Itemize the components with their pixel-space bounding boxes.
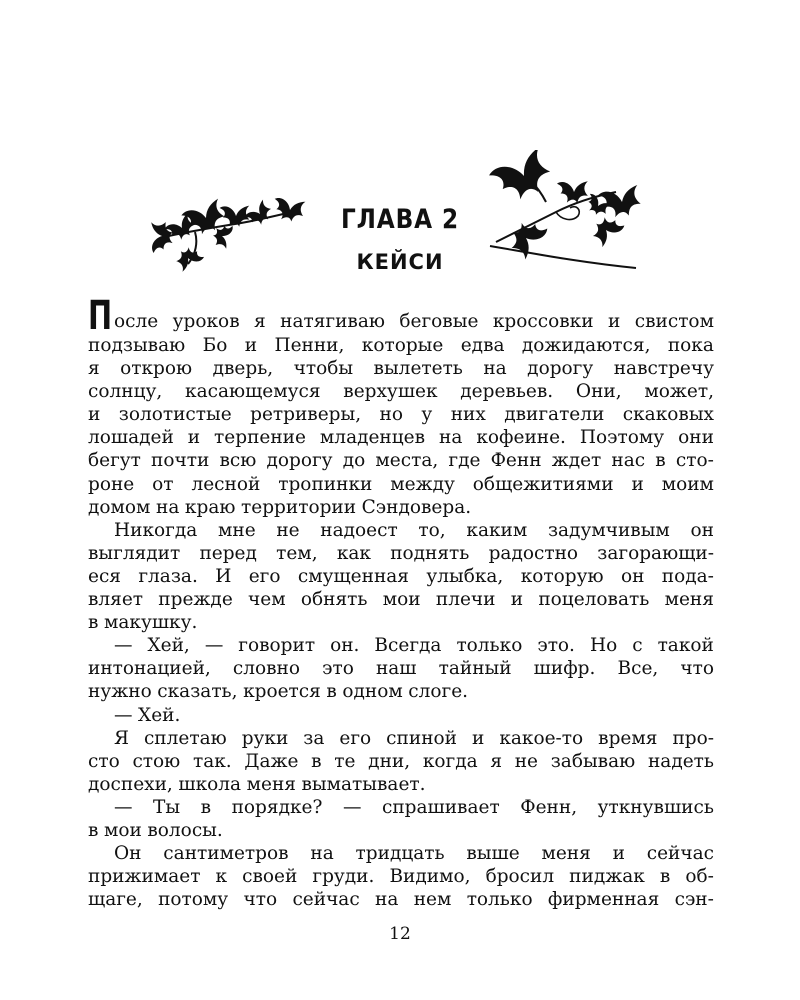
word: и — [510, 589, 524, 611]
word: шифр. — [533, 658, 596, 680]
word: двигатели — [504, 404, 605, 426]
word: интонацией, — [88, 658, 211, 680]
word: слоге. — [408, 681, 469, 703]
word: которые — [361, 335, 444, 356]
word: нужно — [88, 681, 152, 703]
word: лесной — [191, 473, 261, 495]
word: про- — [672, 727, 714, 749]
word: них — [450, 404, 486, 426]
word: — — [114, 704, 133, 726]
word: доспехи, — [88, 773, 173, 795]
text-line — [88, 634, 714, 657]
word: словно — [232, 658, 301, 680]
word: общежитиями — [472, 473, 614, 495]
word: он — [620, 565, 645, 587]
word: Он — [114, 843, 142, 865]
word: Фенн — [490, 450, 542, 472]
text-line — [88, 380, 714, 403]
text-line — [88, 657, 714, 680]
text-line — [88, 611, 714, 634]
text-line — [88, 842, 714, 865]
word: Бо — [202, 335, 228, 356]
word: сэн- — [674, 889, 714, 911]
word: деревьев. — [460, 381, 554, 403]
text-line — [88, 426, 714, 449]
word: Фенн, — [520, 796, 578, 818]
word: места, — [375, 450, 439, 472]
word: глаза. — [138, 565, 198, 587]
word: между — [390, 473, 455, 495]
word: терпение — [214, 427, 306, 449]
word: его — [248, 565, 281, 587]
word: Все, — [617, 658, 659, 680]
word: чем — [248, 589, 286, 611]
word: сказать, — [157, 681, 238, 703]
word: — — [114, 635, 133, 657]
word: мои — [382, 589, 421, 611]
word: наш — [375, 658, 417, 680]
word: вляет — [88, 589, 144, 611]
word: волосы. — [147, 819, 223, 841]
word: каким — [466, 519, 528, 541]
word: какое-то — [499, 727, 584, 749]
word: краю — [184, 496, 236, 518]
word: Хей, — [147, 635, 190, 657]
word: и — [612, 843, 625, 865]
word: дорогу — [527, 358, 594, 380]
word: я — [88, 358, 100, 380]
word: кроссовки — [492, 311, 594, 332]
word: Поэтому — [579, 427, 665, 449]
word: щаге, — [88, 889, 143, 911]
word: спиной — [386, 727, 457, 749]
word: Пенни, — [274, 335, 345, 356]
word: говорит — [238, 635, 316, 657]
word: лошадей — [88, 427, 174, 449]
word: домом — [88, 496, 151, 518]
word: свистом — [634, 311, 714, 332]
word: меня — [541, 843, 591, 865]
text-line — [88, 773, 714, 796]
text-line — [88, 449, 714, 472]
word: время — [598, 727, 658, 749]
chapter-name: КЕЙСИ — [356, 250, 444, 274]
word: и — [88, 404, 101, 426]
page-number: 12 — [389, 924, 411, 944]
word: на — [156, 496, 180, 518]
word: на — [483, 358, 507, 380]
word: скаковых — [622, 404, 714, 426]
word: натягиваю — [280, 311, 385, 332]
text-line — [88, 865, 714, 888]
text-line — [88, 819, 714, 842]
word: они — [678, 427, 714, 449]
word: фирменная — [547, 889, 660, 911]
word: мои — [103, 819, 142, 841]
word: едва — [460, 335, 505, 356]
word: поцеловать — [538, 589, 650, 611]
word: где — [448, 450, 481, 472]
word: — — [114, 796, 133, 818]
word: меня — [664, 589, 714, 611]
word: поднять — [390, 542, 470, 564]
word: моим — [661, 473, 714, 495]
word: выше — [466, 843, 520, 865]
word: я — [490, 750, 503, 772]
word: до — [342, 450, 366, 472]
word: у — [421, 404, 433, 426]
word: забываю — [550, 750, 636, 772]
word: своей — [242, 866, 298, 888]
text-line — [88, 588, 714, 611]
word: потому — [158, 889, 229, 911]
text-line — [88, 473, 714, 496]
word: беговые — [399, 311, 479, 332]
word: может, — [644, 381, 714, 403]
body-text — [88, 293, 714, 911]
word: спрашивает — [381, 796, 500, 818]
word: дорогу — [266, 450, 333, 472]
word: надеть — [647, 750, 714, 772]
word: бегут — [88, 450, 141, 472]
ivy-ornament-right-icon — [486, 150, 656, 270]
word: сто — [88, 750, 120, 772]
text-line — [88, 403, 714, 426]
word: не — [514, 750, 538, 772]
word: меня — [246, 773, 296, 795]
word: и — [631, 473, 644, 495]
word: Всегда — [374, 635, 442, 657]
word: когда — [422, 750, 478, 772]
word: мне — [217, 519, 256, 541]
word: которую — [520, 565, 604, 587]
word: почти — [151, 450, 210, 472]
word: Сэндовера. — [361, 496, 472, 518]
word: роне — [88, 473, 135, 495]
text-line — [88, 519, 714, 542]
word: тропинки — [278, 473, 373, 495]
word: Хей. — [138, 704, 181, 726]
text-line — [88, 888, 714, 911]
word: Ты — [153, 796, 181, 818]
word: выматывает. — [301, 773, 426, 795]
word: смущенная — [297, 565, 409, 587]
text-line — [88, 542, 714, 565]
word: нем — [413, 889, 452, 911]
text-line — [88, 293, 714, 339]
word: то, — [418, 519, 446, 541]
ivy-ornament-left-icon — [140, 192, 310, 272]
word: радостно — [488, 542, 579, 564]
word: обнять — [300, 589, 368, 611]
word: те — [334, 750, 356, 772]
word: — — [204, 635, 224, 657]
word: в — [311, 750, 322, 772]
word: всю — [219, 450, 257, 472]
word: уроков — [172, 311, 240, 332]
word: сейчас — [646, 843, 714, 865]
text-line — [88, 750, 714, 773]
drop-cap: П — [88, 293, 113, 339]
word: на — [310, 843, 334, 865]
word: и — [187, 427, 201, 449]
word: но — [379, 404, 403, 426]
word: выглядит — [88, 542, 181, 564]
word: сантиметров — [163, 843, 289, 865]
word: верхушек — [343, 381, 438, 403]
word: порядке? — [231, 796, 323, 818]
word: — — [342, 796, 362, 818]
word: улыбка, — [426, 565, 504, 587]
word: загорающи- — [597, 542, 714, 564]
text-line — [88, 796, 714, 819]
word: Видимо, — [389, 866, 471, 888]
word: только — [456, 635, 523, 657]
word: от — [152, 473, 174, 495]
word: прижимает — [88, 866, 201, 888]
word: как — [336, 542, 371, 564]
word: такой — [657, 635, 714, 657]
word: макушку. — [103, 612, 198, 634]
word: подзываю — [88, 335, 186, 356]
word: это — [322, 658, 354, 680]
word: и — [607, 311, 621, 332]
word: в — [655, 450, 666, 472]
word: бросил — [485, 866, 555, 888]
word: он — [690, 519, 714, 541]
word: не — [276, 519, 300, 541]
word: ждет — [551, 450, 602, 472]
word: в — [200, 796, 212, 818]
word: надоест — [320, 519, 398, 541]
text-line — [88, 496, 714, 519]
word: сто- — [675, 450, 714, 472]
word: перед — [199, 542, 257, 564]
text-line — [88, 727, 714, 750]
word: в — [326, 681, 337, 703]
word: за — [303, 727, 325, 749]
word: плечи — [435, 589, 496, 611]
word: руки — [241, 727, 289, 749]
word: с — [632, 635, 643, 657]
word: задумчивым — [547, 519, 670, 541]
word: младенцев — [319, 427, 426, 449]
word: пода- — [661, 565, 714, 587]
word: нас — [611, 450, 646, 472]
text-line — [88, 704, 714, 727]
word: навстречу — [613, 358, 714, 380]
word: в — [88, 819, 99, 841]
word: и — [244, 335, 258, 356]
word: золотистые — [118, 404, 232, 426]
word: пока — [667, 335, 714, 356]
word: дожидаются, — [521, 335, 651, 356]
word: территории — [241, 496, 357, 518]
word: Они, — [575, 381, 622, 403]
word: осле — [114, 311, 159, 332]
word: что — [243, 889, 278, 911]
word: Никогда — [114, 519, 198, 541]
word: Но — [589, 635, 618, 657]
word: это. — [537, 635, 575, 657]
word: уткнувшись — [597, 796, 714, 818]
word: чтобы — [293, 358, 354, 380]
word: кофеине. — [476, 427, 566, 449]
chapter-number: ГЛАВА 2 — [340, 204, 459, 235]
word: об- — [685, 866, 714, 888]
word: одном — [342, 681, 403, 703]
word: дверь, — [212, 358, 274, 380]
word: школа — [178, 773, 242, 795]
word: открою — [120, 358, 193, 380]
text-line — [88, 680, 714, 703]
word: в — [659, 866, 671, 888]
word: кроется — [243, 681, 321, 703]
word: только — [466, 889, 533, 911]
word: прежде — [158, 589, 233, 611]
word: тайный — [438, 658, 512, 680]
word: пиджак — [569, 866, 645, 888]
word: сейчас — [292, 889, 360, 911]
word: солнцу, — [88, 381, 163, 403]
word: на — [438, 427, 463, 449]
word: дни, — [368, 750, 411, 772]
word: ретриверы, — [250, 404, 362, 426]
word: что — [680, 658, 714, 680]
word: касающемуся — [185, 381, 321, 403]
text-line — [88, 334, 714, 357]
word: его — [339, 727, 372, 749]
text-line — [88, 565, 714, 588]
word: Я — [114, 727, 129, 749]
word: сплетаю — [143, 727, 227, 749]
word: вылететь — [373, 358, 463, 380]
word: И — [215, 565, 232, 587]
word: я — [254, 311, 266, 332]
word: Даже — [244, 750, 299, 772]
word: на — [375, 889, 399, 911]
word: тридцать — [355, 843, 445, 865]
word: и — [471, 727, 485, 749]
word: так. — [192, 750, 232, 772]
text-line — [88, 357, 714, 380]
word: еся — [88, 565, 121, 587]
word: тем, — [276, 542, 318, 564]
word: стою — [132, 750, 181, 772]
word: он. — [330, 635, 360, 657]
word: к — [215, 866, 228, 888]
word: груди. — [312, 866, 375, 888]
word: в — [88, 612, 99, 634]
